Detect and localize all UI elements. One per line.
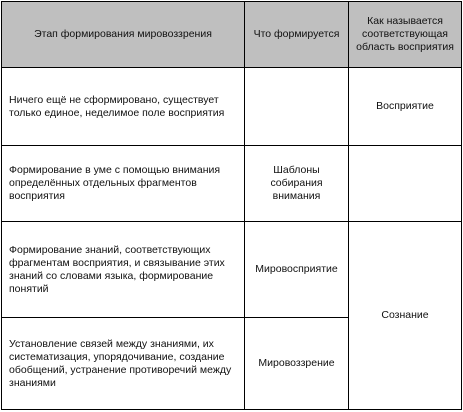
- header-stage: Этап формирования мировоззрения: [2, 2, 245, 68]
- stage-cell: Ничего ещё не сформировано, существует только единое, неделимое поле восприятия: [2, 68, 245, 146]
- formed-cell: Мировосприятие: [245, 222, 349, 318]
- stage-cell: Формирование в уме с помощью внимания определённых отдельных фрагментов восприятия: [2, 146, 245, 222]
- table-header-row: [2, 2, 462, 68]
- table-row: [2, 68, 462, 146]
- area-cell: Восприятие: [349, 68, 462, 146]
- worldview-stages-table: [1, 1, 462, 410]
- formed-cell: Мировоззрение: [245, 318, 349, 410]
- stage-cell: Установление связей между знаниями, их систематизация, упорядочивание, создание обобщений, устранение противоречий между знаниями: [2, 318, 245, 410]
- formed-cell: Шаблоны собирания внимания: [245, 146, 349, 222]
- table-row: [2, 222, 462, 318]
- table-row: [2, 146, 462, 222]
- header-formed: Что формируется: [245, 2, 349, 68]
- header-perception-area: Как называется соответствующая область восприятия: [349, 2, 462, 68]
- area-cell: [349, 146, 462, 222]
- stage-cell: Формирование знаний, соответствующих фрагментам восприятия, и связывание этих знаний со словами языка, формирование понятий: [2, 222, 245, 318]
- area-cell-merged: Сознание: [349, 222, 462, 410]
- formed-cell: [245, 68, 349, 146]
